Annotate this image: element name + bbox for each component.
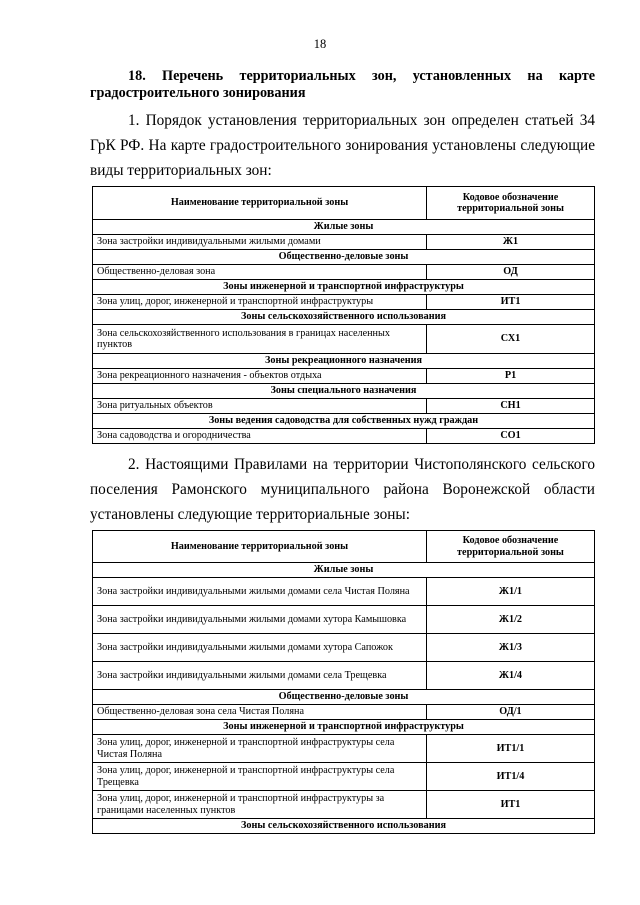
zone-code: Ж1/2 [426, 606, 594, 634]
header-zone-name: Наименование территориальной зоны [93, 187, 427, 220]
table-row [93, 763, 595, 791]
paragraph-line: установлены следующие территориальные зоны: [90, 506, 410, 523]
zone-name: Зона садоводства и огородничества [93, 429, 427, 444]
category-row [93, 310, 595, 325]
zone-code: Ж1/1 [426, 578, 594, 606]
table-header-row [93, 531, 595, 563]
zone-code: СО1 [427, 429, 595, 444]
table-row [93, 634, 595, 662]
zone-name: Общественно-деловая зона села Чистая Поляна [93, 705, 427, 720]
zone-name: Зона сельскохозяйственного использования в границах населенных пунктов [93, 325, 427, 354]
zone-name: Зона улиц, дорог, инженерной и транспортной инфраструктуры села Чистая Поляна [93, 735, 427, 763]
zone-name: Общественно-деловая зона [93, 265, 427, 280]
header-zone-code: Кодовое обозначение территориальной зоны [427, 187, 595, 220]
table-row [93, 429, 595, 444]
paragraph-line: ГрК РФ. На карте градостроительного зонирования установлены следующие [90, 137, 595, 154]
zone-name: Зона ритуальных объектов [93, 399, 427, 414]
table-row [93, 295, 595, 310]
table-row [93, 578, 595, 606]
paragraph-2 [90, 452, 595, 527]
category-row [93, 819, 595, 834]
category-name: Зоны рекреационного назначения [93, 354, 595, 369]
category-name: Зоны сельскохозяйственного использования [93, 310, 595, 325]
table-header-row [93, 187, 595, 220]
category-row [93, 414, 595, 429]
heading-line: 18. Перечень территориальных зон, установленных на карте [128, 68, 595, 84]
table-row [93, 399, 595, 414]
category-row [93, 563, 595, 578]
category-row [93, 384, 595, 399]
zone-name: Зона улиц, дорог, инженерной и транспортной инфраструктуры [93, 295, 427, 310]
category-row [93, 220, 595, 235]
table-row [93, 735, 595, 763]
paragraph-line: поселения Рамонского муниципального района Воронежской области [90, 481, 595, 498]
category-name: Жилые зоны [93, 220, 595, 235]
zone-code: СХ1 [427, 325, 595, 354]
table-row [93, 662, 595, 690]
zone-code: ИТ1 [426, 791, 594, 819]
header-zone-name: Наименование территориальной зоны [93, 531, 427, 563]
paragraph-line: 2. Настоящими Правилами на территории Чистополянского сельского [128, 456, 595, 473]
zone-code: СН1 [427, 399, 595, 414]
zone-code: Ж1/4 [426, 662, 594, 690]
zones-table-general [92, 186, 595, 444]
table-row [93, 265, 595, 280]
category-name: Зоны сельскохозяйственного использования [93, 819, 595, 834]
category-name: Зоны ведения садоводства для собственных нужд граждан [93, 414, 595, 429]
zone-code: Ж1/3 [426, 634, 594, 662]
category-row [93, 280, 595, 295]
zone-code: Ж1 [427, 235, 595, 250]
category-row [93, 354, 595, 369]
zone-name: Зона застройки индивидуальными жилыми домами хутора Камышовка [93, 606, 427, 634]
heading-line: градостроительного зонирования [90, 85, 306, 101]
zone-code: Р1 [427, 369, 595, 384]
zone-name: Зона застройки индивидуальными жилыми домами [93, 235, 427, 250]
paragraph-1 [90, 108, 595, 183]
zone-name: Зона улиц, дорог, инженерной и транспортной инфраструктуры за границами населенных пунктов [93, 791, 427, 819]
table-row [93, 705, 595, 720]
category-name: Зоны инженерной и транспортной инфраструктуры [93, 720, 595, 735]
zone-name: Зона застройки индивидуальными жилыми домами села Чистая Поляна [93, 578, 427, 606]
table-row [93, 791, 595, 819]
zones-table-settlement [92, 530, 595, 834]
table-row [93, 369, 595, 384]
page-number: 18 [313, 37, 327, 51]
category-row [93, 720, 595, 735]
table-row [93, 325, 595, 354]
category-name: Зоны специального назначения [93, 384, 595, 399]
category-name: Жилые зоны [93, 563, 595, 578]
header-zone-code: Кодовое обозначение территориальной зоны [426, 531, 594, 563]
zone-code: ИТ1 [427, 295, 595, 310]
zone-name: Зона улиц, дорог, инженерной и транспортной инфраструктуры села Трещевка [93, 763, 427, 791]
zone-code: ОД/1 [426, 705, 594, 720]
paragraph-line: 1. Порядок установления территориальных зон определен статьей 34 [128, 112, 595, 129]
zone-name: Зона рекреационного назначения - объектов отдыха [93, 369, 427, 384]
zone-code: ИТ1/1 [426, 735, 594, 763]
category-name: Зоны инженерной и транспортной инфраструктуры [93, 280, 595, 295]
category-row [93, 690, 595, 705]
zone-name: Зона застройки индивидуальными жилыми домами села Трещевка [93, 662, 427, 690]
paragraph-line: виды территориальных зон: [90, 162, 272, 179]
category-row [93, 250, 595, 265]
zone-code: ОД [427, 265, 595, 280]
category-name: Общественно-деловые зоны [93, 690, 595, 705]
section-heading [90, 68, 595, 102]
category-name: Общественно-деловые зоны [93, 250, 595, 265]
zone-name: Зона застройки индивидуальными жилыми домами хутора Сапожок [93, 634, 427, 662]
table-row [93, 606, 595, 634]
table-row [93, 235, 595, 250]
zone-code: ИТ1/4 [426, 763, 594, 791]
